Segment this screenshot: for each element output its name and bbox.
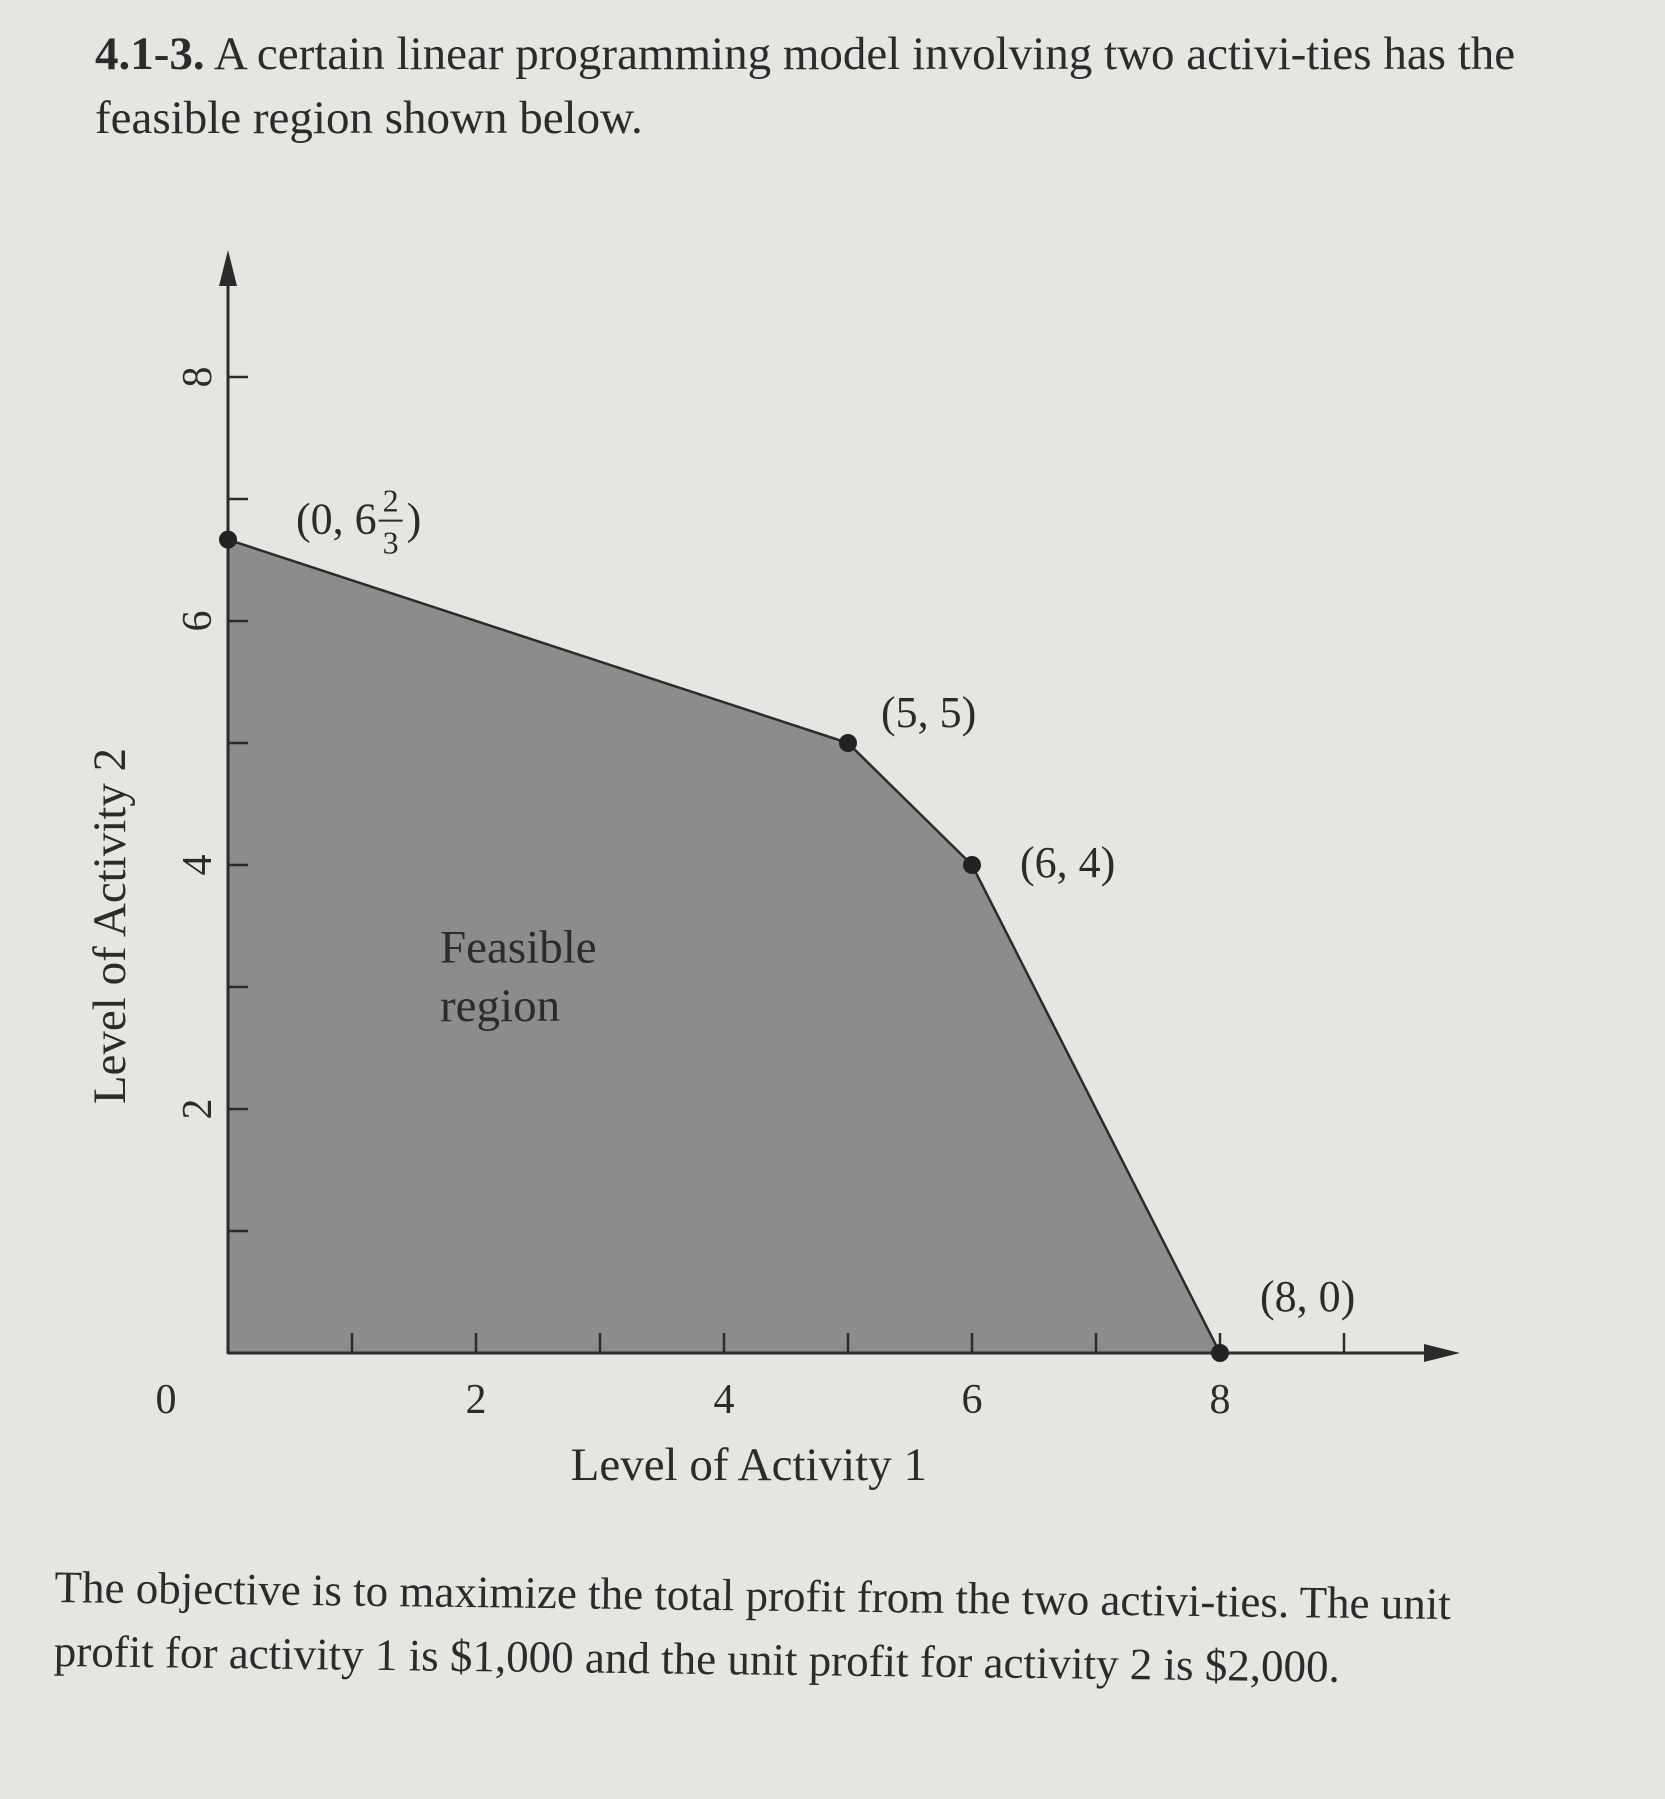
problem-body: The objective is to maximize the total profit from the two activi-ties. The unit profit for activity 1 is $1,000 and the unit profit for activity 2 is $2,000. <box>53 1561 1452 1692</box>
x-tick-label: 2 <box>465 1377 487 1423</box>
corner-point <box>963 856 981 874</box>
y-axis-arrow-icon <box>219 250 237 286</box>
corner-point-label: (5, 5) <box>881 688 977 737</box>
x-tick-label: 8 <box>1209 1377 1231 1423</box>
x-tick-label: 4 <box>713 1377 735 1423</box>
x-axis-arrow-icon <box>1424 1344 1460 1362</box>
x-tick-label: 6 <box>961 1377 983 1423</box>
y-tick-label: 6 <box>175 610 221 632</box>
region-label-line1: Feasible <box>440 921 597 974</box>
region-label-line2: region <box>440 980 561 1033</box>
y-tick-label: 2 <box>175 1098 221 1120</box>
corner-point <box>1211 1344 1229 1362</box>
fraction-denominator: 3 <box>382 524 399 561</box>
problem-intro-text: A certain linear programming model involving two activi-ties has the feasible region shown below. <box>95 28 1516 144</box>
corner-point-label-suffix: ) <box>406 494 422 544</box>
corner-point <box>839 734 857 752</box>
problem-number: 4.1-3. <box>95 28 205 80</box>
x-tick-label: 0 <box>155 1377 177 1423</box>
corner-point-label: (0, 6 <box>296 494 377 544</box>
corner-point-label: (6, 4) <box>1020 838 1116 887</box>
y-tick-label: 4 <box>175 854 221 876</box>
y-tick-label: 8 <box>175 366 221 388</box>
feasible-region <box>228 540 1220 1353</box>
x-axis-label: Level of Activity 1 <box>570 1439 927 1491</box>
y-axis-label: Level of Activity 2 <box>84 747 136 1105</box>
corner-point <box>219 531 237 549</box>
corner-point-label: (8, 0) <box>1260 1272 1356 1321</box>
fraction-numerator: 2 <box>382 482 399 519</box>
